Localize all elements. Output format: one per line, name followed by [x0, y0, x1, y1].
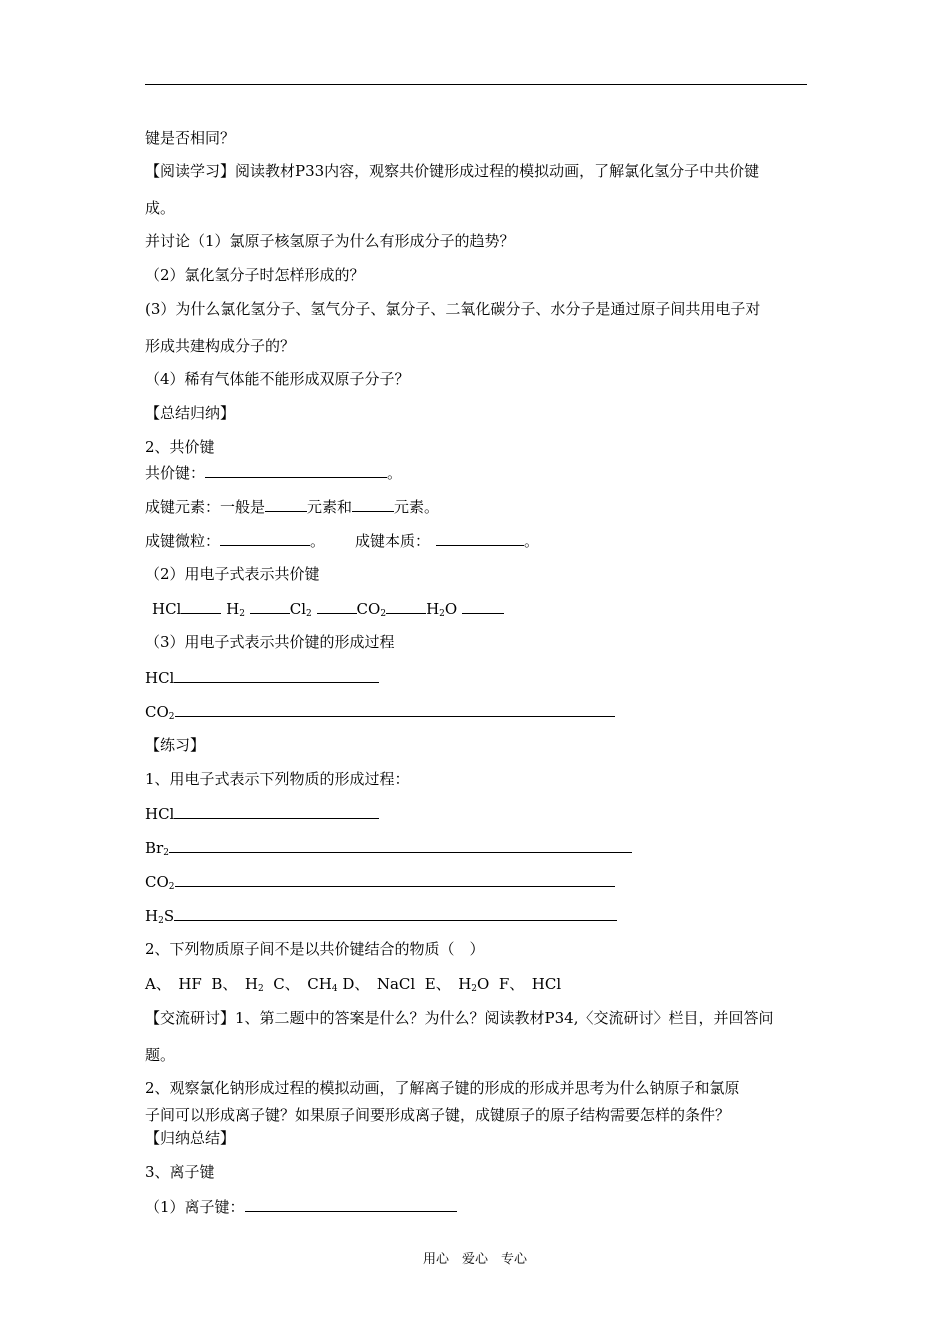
- section-heading: 2、共价键: [145, 438, 215, 456]
- section-heading: 3、离子键: [145, 1163, 215, 1181]
- fill-line-ionic: （1）离子键：: [145, 1196, 457, 1217]
- options-line: A、 HF B、 $H_2$ C、 $CH_4$ D、 NaCl E、 $H_2O$ F、 HCl: [145, 975, 562, 994]
- answer-blank[interactable]: [462, 598, 504, 614]
- formula-line: $H_2S$: [145, 905, 617, 926]
- page-footer: 用心 爱心 专心: [422, 1252, 527, 1267]
- text-line: 形成共建构成分子的？: [145, 337, 296, 355]
- text-line: 2、观察氯化钠形成过程的模拟动画，了解离子键的形成的形成并思考为什么钠原子和氯原: [145, 1079, 740, 1097]
- section-heading: 【归纳总结】: [145, 1129, 236, 1147]
- answer-blank[interactable]: [265, 496, 307, 512]
- text-line: 并讨论（1）氯原子核氢原子为什么有形成分子的趋势？: [145, 232, 515, 250]
- section-heading: 【总结归纳】: [145, 404, 236, 422]
- text-line: （4）稀有气体能不能形成双原子分子？: [145, 370, 410, 388]
- answer-blank[interactable]: [181, 598, 221, 614]
- text-line: （2）用电子式表示共价键: [145, 565, 320, 583]
- answer-blank[interactable]: [352, 496, 394, 512]
- text-line: 成。: [145, 199, 176, 217]
- text-line: （2）氯化氢分子时怎样形成的？: [145, 266, 365, 284]
- fill-line-elements: 成键元素：一般是 元素和 元素。: [145, 498, 440, 516]
- formula-line: HCl: [145, 667, 379, 688]
- text-line: 题。: [145, 1046, 176, 1064]
- answer-blank[interactable]: [245, 1196, 457, 1212]
- answer-blank[interactable]: [386, 598, 426, 614]
- fill-line-covalent: 共价键： 。: [145, 464, 403, 482]
- formula-line: $Br_2$: [145, 837, 632, 858]
- answer-blank[interactable]: [174, 803, 379, 819]
- text-line: 子间可以形成离子键？如果原子间要形成离子键，成键原子的原子结构需要怎样的条件？: [145, 1106, 731, 1124]
- formula-line: HCl $H_2$ $Cl_2$ $CO_2$ $H_2O$: [152, 598, 504, 619]
- answer-blank[interactable]: [436, 530, 524, 546]
- answer-blank[interactable]: [174, 667, 379, 683]
- answer-blank[interactable]: [169, 837, 632, 853]
- formula-line: $CO_2$: [145, 871, 615, 892]
- text-line: 【阅读学习】阅读教材P33内容，观察共价键形成过程的模拟动画，了解氯化氢分子中共价键: [145, 162, 760, 180]
- text-line: （3）用电子式表示共价键的形成过程: [145, 633, 395, 651]
- formula-line: HCl: [145, 803, 379, 824]
- header-rule: [145, 84, 807, 85]
- answer-blank[interactable]: [175, 871, 615, 887]
- text-line: 【交流研讨】1、第二题中的答案是什么？为什么？阅读教材P34,〈交流研讨〉栏目，并回答问: [145, 1009, 774, 1027]
- text-line: (3）为什么氯化氢分子、氢气分子、氯分子、二氧化碳分子、水分子是通过原子间共用电子对: [145, 300, 761, 318]
- answer-blank[interactable]: [205, 462, 387, 478]
- section-heading: 【练习】: [145, 736, 206, 754]
- answer-blank[interactable]: [175, 701, 615, 717]
- formula-line: $CO_2$: [145, 701, 615, 722]
- fill-line-particles: 成键微粒： 。 成键本质： 。: [145, 532, 540, 550]
- answer-blank[interactable]: [250, 598, 290, 614]
- text-line: 键是否相同？: [145, 129, 236, 147]
- question-line: 2、下列物质原子间不是以共价键结合的物质（ ）: [145, 940, 485, 958]
- answer-blank[interactable]: [220, 530, 310, 546]
- answer-blank[interactable]: [317, 598, 357, 614]
- text-line: 1、用电子式表示下列物质的形成过程：: [145, 770, 410, 788]
- answer-blank[interactable]: [174, 905, 617, 921]
